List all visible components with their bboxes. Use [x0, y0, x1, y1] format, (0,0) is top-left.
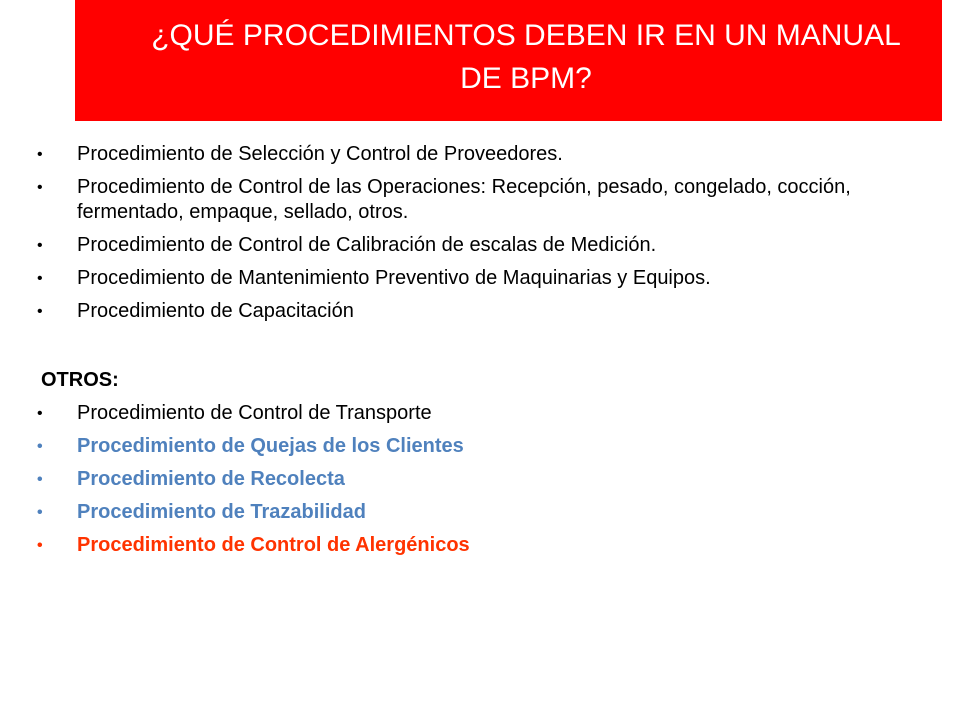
list-item	[36, 266, 916, 291]
bullet-icon: •	[37, 504, 43, 521]
bullet-icon: •	[37, 237, 43, 254]
list-item-text: Procedimiento de Quejas de los Clientes	[77, 435, 464, 457]
list-item-text: Procedimiento de Control de las Operaciones: Recepción, pesado, congelado, cocción, fermentado, empaque, sellado, otros.	[77, 176, 851, 223]
list-item	[36, 142, 916, 167]
list-item-text: Procedimiento de Control de Calibración de escalas de Medición.	[77, 234, 657, 256]
others-heading: OTROS:	[41, 369, 119, 391]
list-item	[36, 401, 916, 426]
bullet-icon: •	[37, 438, 43, 455]
list-item-highlight-blue	[36, 434, 916, 459]
bullet-icon: •	[37, 405, 43, 422]
title-banner	[75, 0, 942, 121]
list-item-text: Procedimiento de Capacitación	[77, 300, 354, 322]
list-item	[36, 175, 916, 225]
list-item-text: Procedimiento de Mantenimiento Preventivo de Maquinarias y Equipos.	[77, 267, 711, 289]
list-item-highlight-red	[36, 533, 916, 558]
bullet-icon: •	[37, 471, 43, 488]
main-procedures-list	[36, 142, 916, 324]
list-item-text: Procedimiento de Trazabilidad	[77, 501, 366, 523]
bullet-icon: •	[37, 270, 43, 287]
list-item-text: Procedimiento de Recolecta	[77, 468, 345, 490]
list-item	[36, 299, 916, 324]
bullet-icon: •	[37, 179, 43, 196]
list-item-highlight-blue	[36, 467, 916, 492]
list-item-text: Procedimiento de Control de Alergénicos	[77, 534, 470, 556]
section-spacer	[36, 332, 916, 368]
list-item-text: Procedimiento de Selección y Control de Proveedores.	[77, 143, 563, 165]
list-item	[36, 233, 916, 258]
bullet-icon: •	[37, 303, 43, 320]
list-item-text: Procedimiento de Control de Transporte	[77, 402, 432, 424]
slide-body	[36, 142, 916, 566]
list-item-highlight-blue	[36, 500, 916, 525]
other-procedures-list	[36, 401, 916, 558]
bullet-icon: •	[37, 537, 43, 554]
bullet-icon: •	[37, 146, 43, 163]
slide-title: ¿QUÉ PROCEDIMIENTOS DEBEN IR EN UN MANUAL DE BPM?	[151, 19, 901, 95]
